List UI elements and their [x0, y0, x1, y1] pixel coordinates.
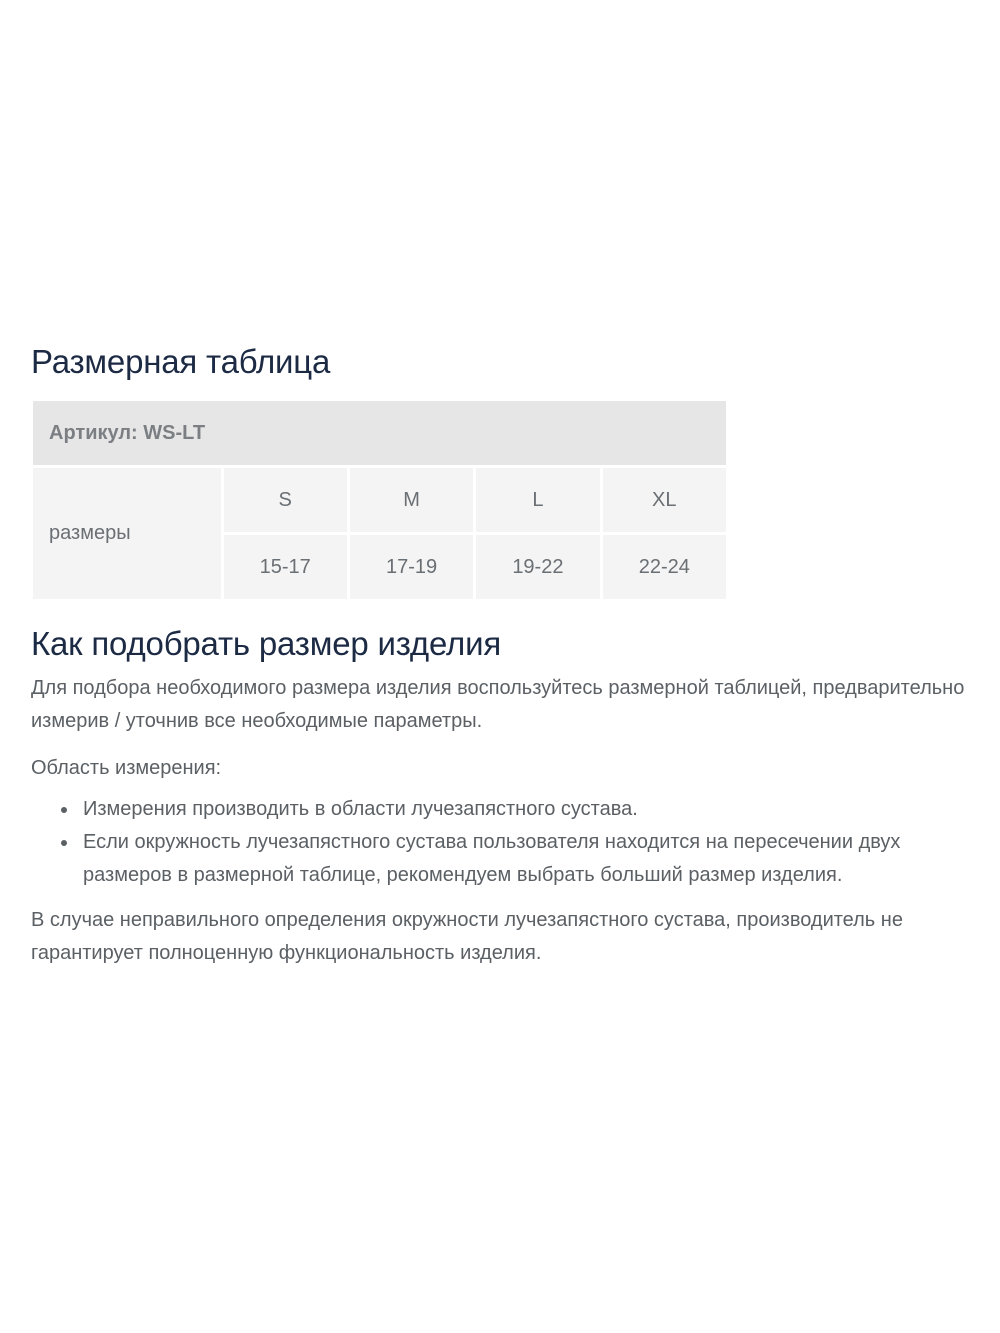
- warning-text: В случае неправильного определения окружности лучезапястного сустава, производитель не гарантирует полноценную функциональность изделия.: [31, 909, 903, 964]
- size-xl-header: XL: [603, 468, 726, 532]
- size-m-range: 17-19: [350, 535, 473, 599]
- list-item: [83, 826, 991, 892]
- how-to-intro: Для подбора необходимого размера изделия воспользуйтесь размерной таблицей, предварительно измерив / уточнив все необходимые параметры.: [31, 677, 965, 732]
- size-table: [30, 398, 729, 602]
- bullet-icon: [61, 840, 67, 846]
- measurement-area-label: Область измерения:: [31, 757, 222, 779]
- list-item-text: Если окружность лучезапястного сустава пользователя находится на пересечении двух размеров в размерной таблице, рекомендуем выбрать больший размер изделия.: [83, 831, 901, 886]
- size-xl-range: 22-24: [603, 535, 726, 599]
- size-s-header: S: [224, 468, 347, 532]
- size-table-header-row: [33, 468, 726, 532]
- how-to-title: Как подобрать размер изделия: [31, 625, 501, 662]
- list-item: [83, 793, 991, 826]
- size-m-header: M: [350, 468, 473, 532]
- size-guide-content: [31, 340, 991, 984]
- size-table-article-row: [33, 401, 726, 465]
- sizes-row-label: размеры: [33, 468, 221, 599]
- article-label: Артикул: WS-LT: [33, 401, 726, 465]
- size-s-range: 15-17: [224, 535, 347, 599]
- bullet-icon: [61, 807, 67, 813]
- list-item-text: Измерения производить в области лучезапястного сустава.: [83, 798, 638, 820]
- size-l-header: L: [476, 468, 599, 532]
- measurement-list: [31, 793, 991, 892]
- size-l-range: 19-22: [476, 535, 599, 599]
- size-table-title: Размерная таблица: [31, 343, 331, 380]
